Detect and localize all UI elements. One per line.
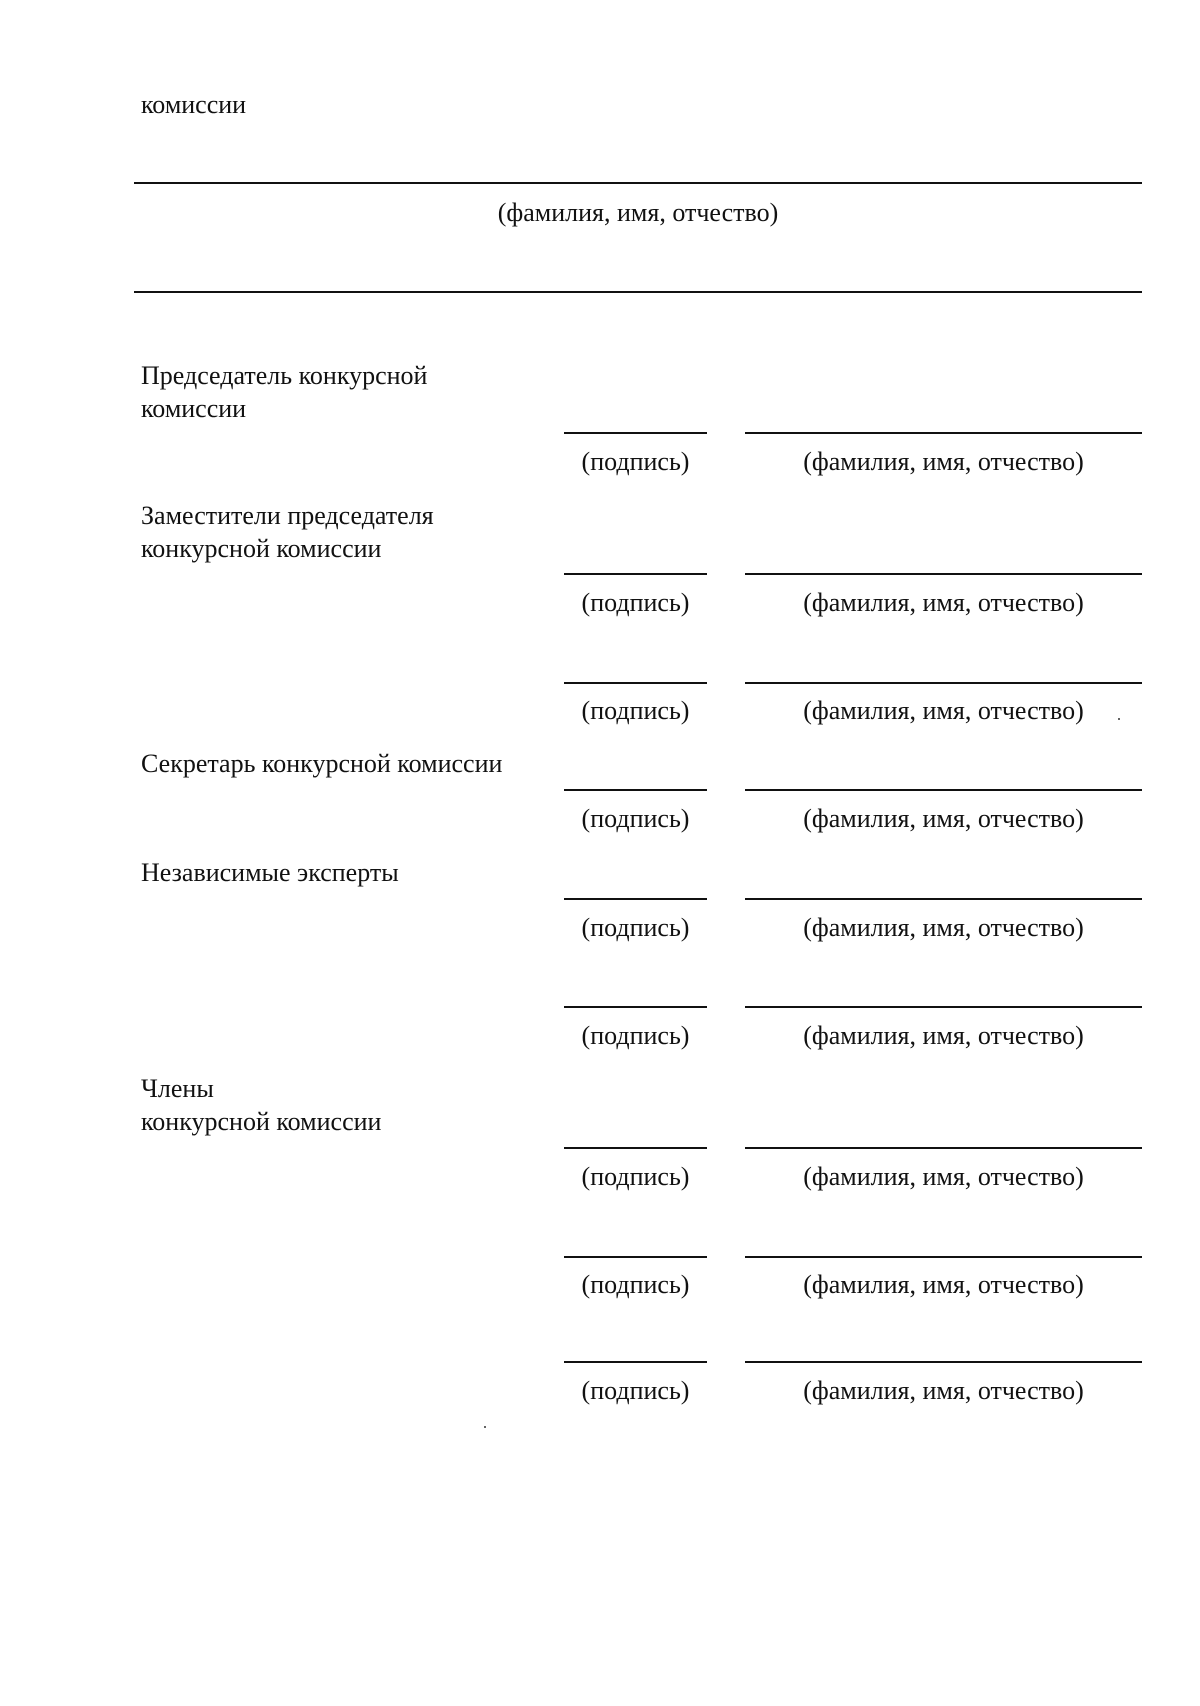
fio-caption: (фамилия, имя, отчество): [803, 696, 1084, 725]
role-members-line1: Члены: [141, 1074, 214, 1103]
signature-caption: (подпись): [581, 1162, 690, 1191]
fio-caption: (фамилия, имя, отчество): [803, 1162, 1084, 1191]
fio-caption-top: (фамилия, имя, отчество): [497, 198, 779, 227]
signature-line: [564, 898, 707, 900]
fio-caption: (фамилия, имя, отчество): [803, 1376, 1084, 1405]
signature-caption: (подпись): [581, 588, 690, 617]
fio-line-top: [134, 182, 1142, 184]
role-chairman-line1: Председатель конкурсной: [141, 361, 428, 390]
role-secretary: Секретарь конкурсной комиссии: [141, 749, 503, 778]
fio-line: [745, 682, 1142, 684]
continued-label: комиссии: [141, 90, 247, 119]
fio-line: [745, 898, 1142, 900]
signature-line: [564, 1147, 707, 1149]
blank-line-top: [134, 291, 1142, 293]
signature-line: [564, 573, 707, 575]
role-experts: Независимые эксперты: [141, 858, 399, 887]
fio-caption: (фамилия, имя, отчество): [803, 1021, 1084, 1050]
fio-line: [745, 432, 1142, 434]
scan-speck: [1118, 718, 1120, 720]
signature-line: [564, 1361, 707, 1363]
role-deputies-line2: конкурсной комиссии: [141, 534, 382, 563]
signature-line: [564, 682, 707, 684]
role-members-line2: конкурсной комиссии: [141, 1107, 382, 1136]
signature-caption: (подпись): [581, 447, 690, 476]
signature-line: [564, 1006, 707, 1008]
signature-caption: (подпись): [581, 1376, 690, 1405]
fio-caption: (фамилия, имя, отчество): [803, 804, 1084, 833]
fio-line: [745, 789, 1142, 791]
signature-line: [564, 432, 707, 434]
fio-line: [745, 1256, 1142, 1258]
fio-line: [745, 1361, 1142, 1363]
fio-caption: (фамилия, имя, отчество): [803, 447, 1084, 476]
fio-line: [745, 1147, 1142, 1149]
fio-caption: (фамилия, имя, отчество): [803, 588, 1084, 617]
fio-line: [745, 573, 1142, 575]
fio-line: [745, 1006, 1142, 1008]
signature-caption: (подпись): [581, 1021, 690, 1050]
signature-caption: (подпись): [581, 1270, 690, 1299]
role-chairman-line2: комиссии: [141, 394, 247, 423]
fio-caption: (фамилия, имя, отчество): [803, 913, 1084, 942]
signature-caption: (подпись): [581, 913, 690, 942]
signature-line: [564, 789, 707, 791]
role-deputies-line1: Заместители председателя: [141, 501, 434, 530]
signature-line: [564, 1256, 707, 1258]
fio-caption: (фамилия, имя, отчество): [803, 1270, 1084, 1299]
scan-speck: [484, 1426, 486, 1428]
signature-caption: (подпись): [581, 804, 690, 833]
signature-caption: (подпись): [581, 696, 690, 725]
